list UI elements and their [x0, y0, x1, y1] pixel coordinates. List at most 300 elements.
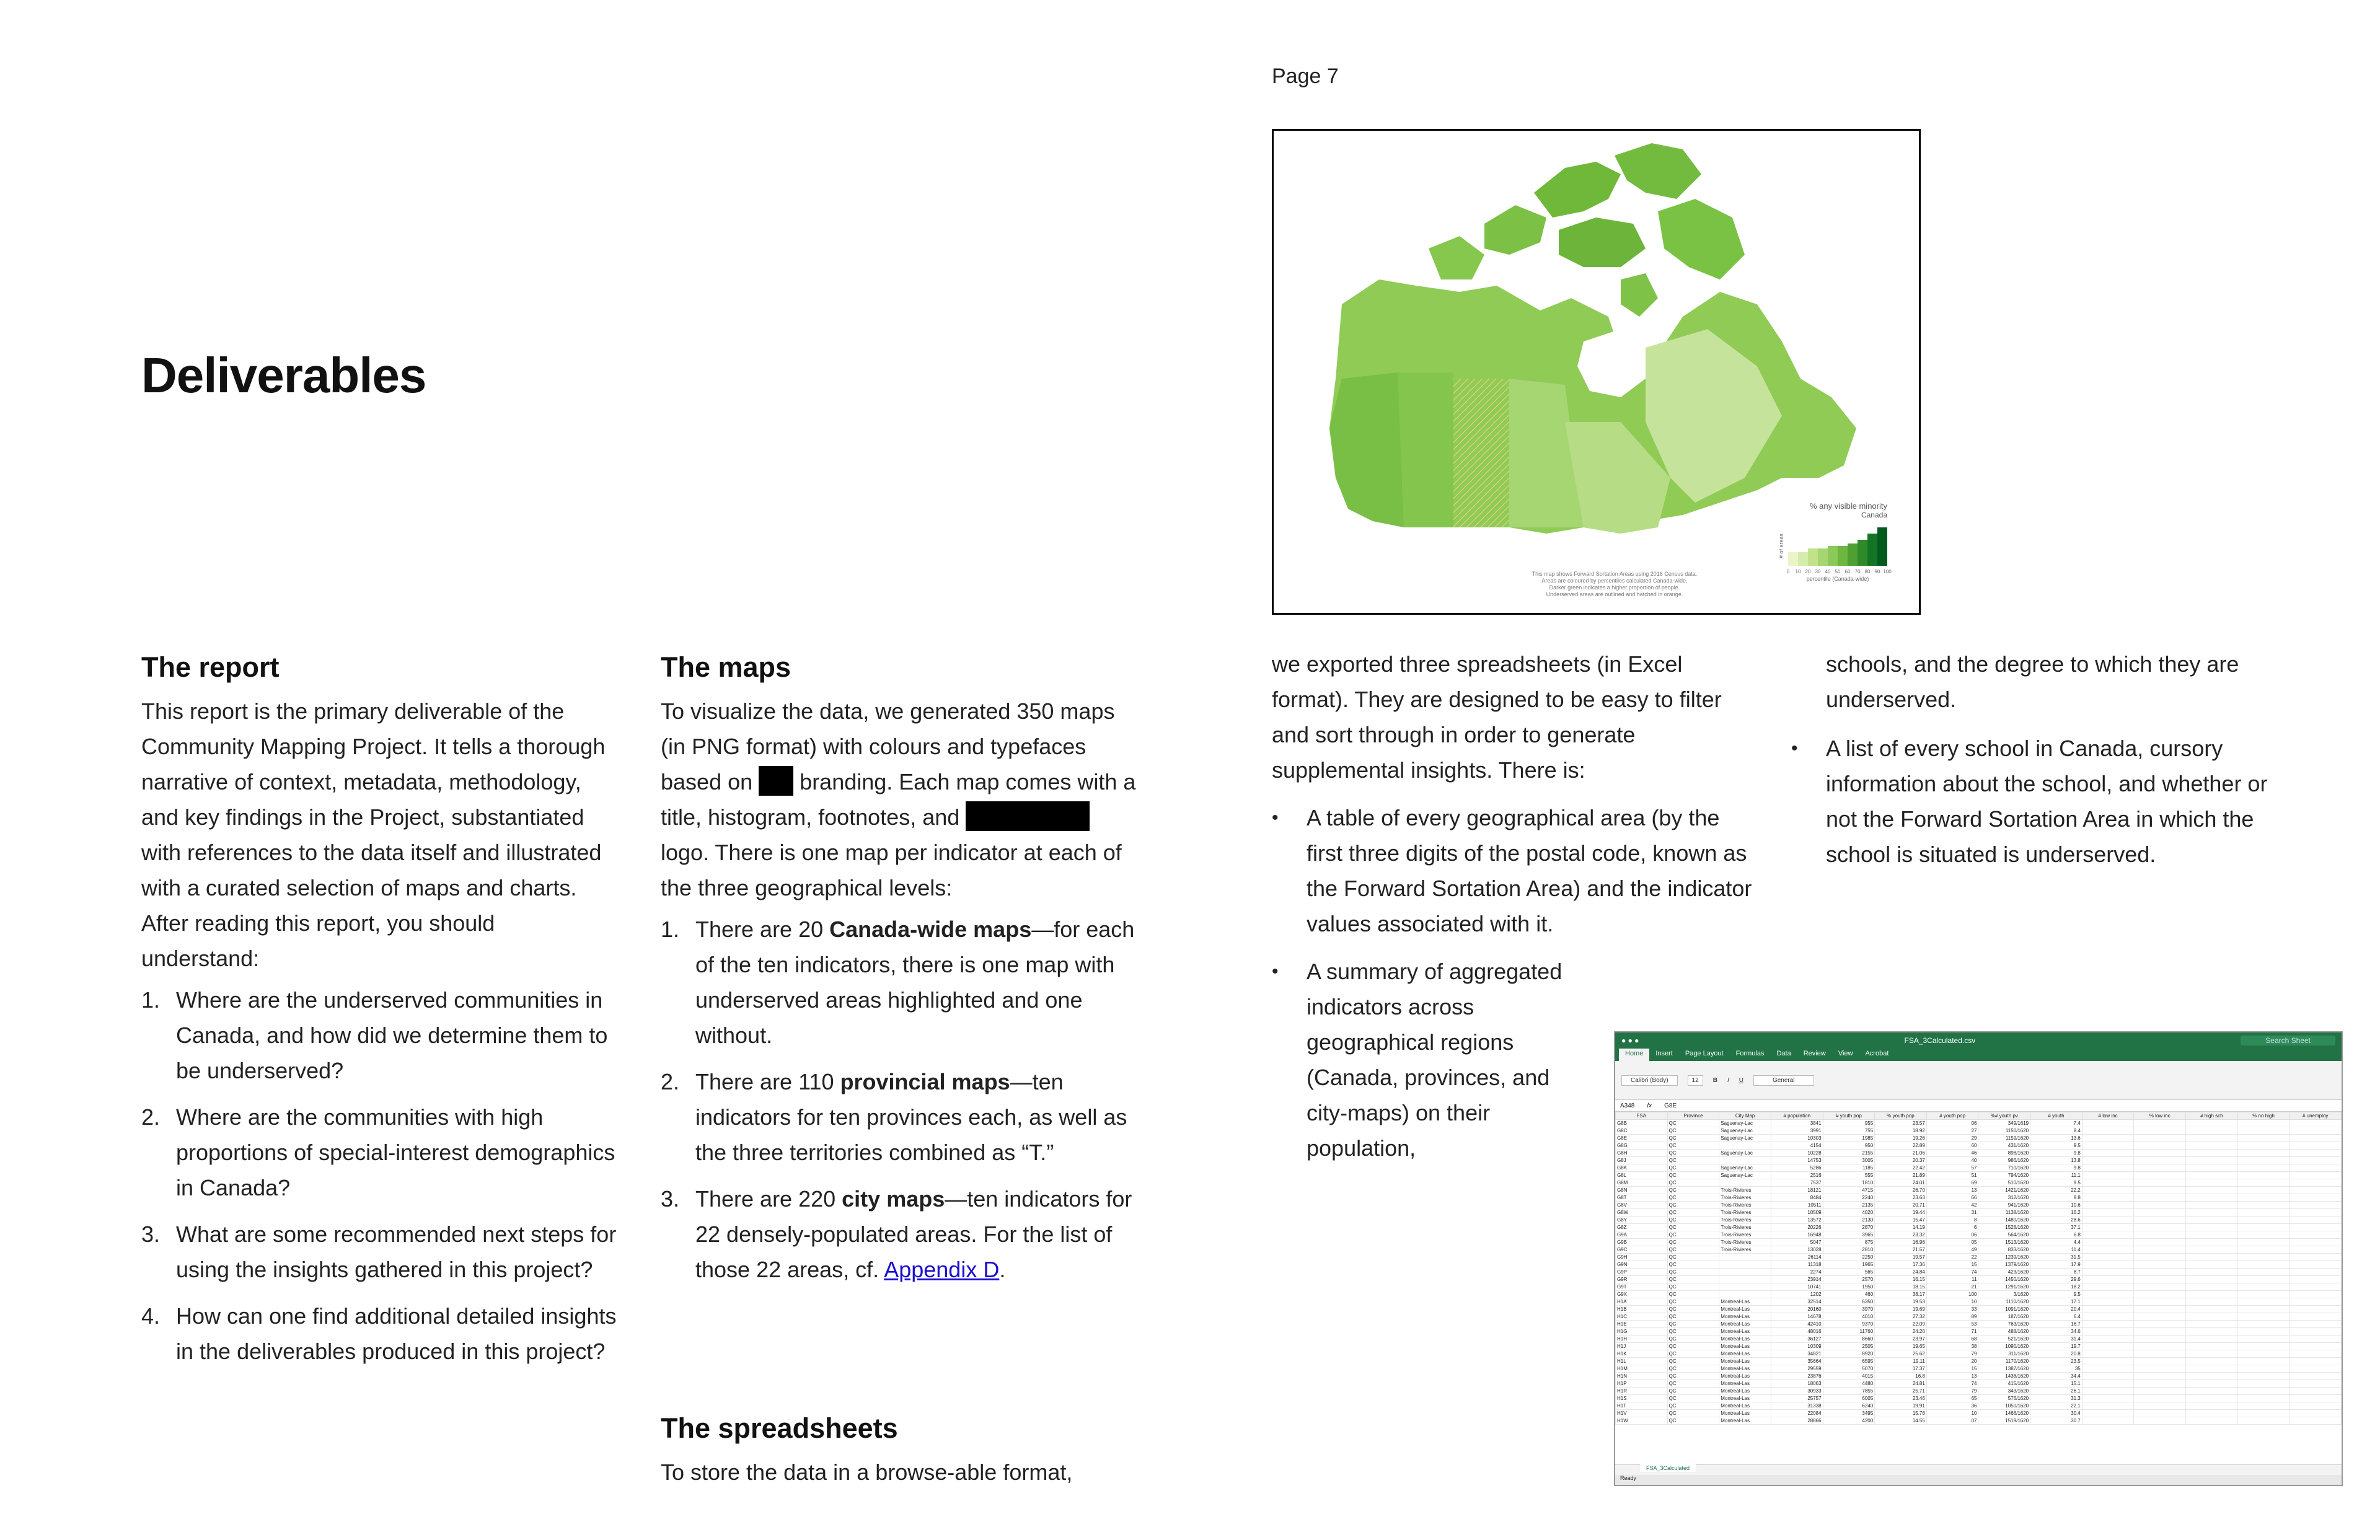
- font-size-select[interactable]: 12: [1688, 1075, 1703, 1086]
- table-cell[interactable]: [2186, 1194, 2238, 1202]
- table-cell[interactable]: H1J: [1616, 1343, 1668, 1350]
- table-cell[interactable]: 1291/1620: [1978, 1283, 2030, 1291]
- table-cell[interactable]: [2186, 1410, 2238, 1417]
- table-cell[interactable]: 18121: [1771, 1187, 1823, 1194]
- table-cell[interactable]: 4154: [1771, 1142, 1823, 1150]
- table-cell[interactable]: G9R: [1616, 1276, 1668, 1283]
- table-cell[interactable]: [2237, 1395, 2290, 1402]
- table-cell[interactable]: QC: [1667, 1373, 1719, 1380]
- table-cell[interactable]: [1719, 1254, 1771, 1261]
- table-cell[interactable]: G8M: [1616, 1179, 1668, 1187]
- table-cell[interactable]: G8C: [1616, 1127, 1668, 1135]
- table-cell[interactable]: [2134, 1283, 2186, 1291]
- table-cell[interactable]: [2290, 1269, 2342, 1276]
- table-cell[interactable]: 10309: [1771, 1343, 1823, 1350]
- table-cell[interactable]: [2237, 1142, 2290, 1150]
- table-cell[interactable]: 833/1620: [1978, 1246, 2030, 1254]
- table-cell[interactable]: 42: [1926, 1202, 1978, 1209]
- table-cell[interactable]: [2186, 1358, 2238, 1365]
- table-cell[interactable]: Montreal-Las: [1719, 1313, 1771, 1321]
- table-cell[interactable]: [2186, 1388, 2238, 1395]
- table-cell[interactable]: 17.36: [1875, 1261, 1927, 1269]
- table-cell[interactable]: [1719, 1276, 1771, 1283]
- table-cell[interactable]: 1091/1620: [1978, 1306, 2030, 1313]
- table-cell[interactable]: 10: [1926, 1410, 1978, 1417]
- table-cell[interactable]: 31338: [1771, 1402, 1823, 1410]
- table-cell[interactable]: [2082, 1194, 2134, 1202]
- table-cell[interactable]: QC: [1667, 1269, 1719, 1276]
- table-cell[interactable]: 898/1620: [1978, 1150, 2030, 1157]
- table-cell[interactable]: G9P: [1616, 1269, 1668, 1276]
- table-cell[interactable]: [2082, 1127, 2134, 1135]
- table-cell[interactable]: [2186, 1202, 2238, 1209]
- table-cell[interactable]: [2290, 1276, 2342, 1283]
- table-cell[interactable]: QC: [1667, 1187, 1719, 1194]
- table-cell[interactable]: QC: [1667, 1179, 1719, 1187]
- table-cell[interactable]: QC: [1667, 1365, 1719, 1373]
- table-cell[interactable]: 53: [1926, 1321, 1978, 1328]
- table-cell[interactable]: Montreal-Las: [1719, 1298, 1771, 1306]
- table-cell[interactable]: [2134, 1298, 2186, 1306]
- table-cell[interactable]: QC: [1667, 1261, 1719, 1269]
- table-cell[interactable]: [2186, 1328, 2238, 1335]
- table-cell[interactable]: [2186, 1217, 2238, 1224]
- table-cell[interactable]: 16.96: [1875, 1239, 1927, 1246]
- table-cell[interactable]: [2237, 1217, 2290, 1224]
- sheet-tab[interactable]: FSA_3Calculated: [1640, 1464, 1696, 1472]
- table-cell[interactable]: 4200: [1823, 1417, 1875, 1425]
- table-cell[interactable]: 74: [1926, 1380, 1978, 1388]
- table-cell[interactable]: QC: [1667, 1150, 1719, 1157]
- table-cell[interactable]: [2082, 1388, 2134, 1395]
- table-cell[interactable]: [2237, 1358, 2290, 1365]
- column-header[interactable]: % youth pop: [1875, 1112, 1927, 1120]
- table-cell[interactable]: [2186, 1246, 2238, 1254]
- table-cell[interactable]: 1239/1620: [1978, 1254, 2030, 1261]
- table-cell[interactable]: 36127: [1771, 1335, 1823, 1343]
- table-cell[interactable]: [2134, 1358, 2186, 1365]
- table-cell[interactable]: [2082, 1373, 2134, 1380]
- table-cell[interactable]: 18.92: [1875, 1127, 1927, 1135]
- table-cell[interactable]: [2237, 1209, 2290, 1217]
- table-cell[interactable]: 33: [1926, 1306, 1978, 1313]
- table-cell[interactable]: 16.2: [2030, 1209, 2082, 1217]
- column-header[interactable]: # youth pop: [1823, 1112, 1875, 1120]
- table-cell[interactable]: 25.62: [1875, 1350, 1927, 1358]
- table-cell[interactable]: [2237, 1373, 2290, 1380]
- table-cell[interactable]: [2134, 1157, 2186, 1164]
- table-cell[interactable]: 2250: [1823, 1254, 1875, 1261]
- table-cell[interactable]: 10228: [1771, 1150, 1823, 1157]
- column-header[interactable]: # unemploy: [2290, 1112, 2342, 1120]
- table-cell[interactable]: [2134, 1179, 2186, 1187]
- ribbon-tab-data[interactable]: Data: [1776, 1050, 1791, 1057]
- table-cell[interactable]: [2082, 1380, 2134, 1388]
- table-cell[interactable]: Trois-Rivieres: [1719, 1194, 1771, 1202]
- table-cell[interactable]: [2082, 1358, 2134, 1365]
- table-cell[interactable]: [2186, 1298, 2238, 1306]
- table-cell[interactable]: [2082, 1224, 2134, 1231]
- ribbon-tab-page-layout[interactable]: Page Layout: [1685, 1050, 1724, 1057]
- table-cell[interactable]: 1202: [1771, 1291, 1823, 1298]
- table-cell[interactable]: G8H: [1616, 1150, 1668, 1157]
- table-cell[interactable]: 48016: [1771, 1328, 1823, 1335]
- table-cell[interactable]: 10.6: [2030, 1202, 2082, 1209]
- table-cell[interactable]: 22.09: [1875, 1321, 1927, 1328]
- table-cell[interactable]: [2186, 1179, 2238, 1187]
- table-cell[interactable]: Montreal-Las: [1719, 1402, 1771, 1410]
- table-cell[interactable]: [2186, 1120, 2238, 1127]
- table-cell[interactable]: [2082, 1365, 2134, 1373]
- table-cell[interactable]: 30933: [1771, 1388, 1823, 1395]
- table-cell[interactable]: 3/1620: [1978, 1291, 2030, 1298]
- table-cell[interactable]: 2155: [1823, 1150, 1875, 1157]
- italic-button[interactable]: I: [1727, 1076, 1729, 1084]
- table-cell[interactable]: G8N: [1616, 1187, 1668, 1194]
- table-cell[interactable]: [2134, 1217, 2186, 1224]
- ribbon-tab-view[interactable]: View: [1838, 1050, 1853, 1057]
- table-cell[interactable]: 74: [1926, 1269, 1978, 1276]
- table-cell[interactable]: [2237, 1380, 2290, 1388]
- table-cell[interactable]: [2082, 1283, 2134, 1291]
- window-controls-icon[interactable]: ● ● ●: [1621, 1036, 1639, 1045]
- table-cell[interactable]: [2290, 1388, 2342, 1395]
- appendix-d-link[interactable]: Appendix D: [884, 1257, 1000, 1282]
- table-cell[interactable]: 2505: [1823, 1343, 1875, 1350]
- table-cell[interactable]: Montreal-Las: [1719, 1410, 1771, 1417]
- table-cell[interactable]: 6.4: [2030, 1313, 2082, 1321]
- table-cell[interactable]: 1150/1620: [1978, 1127, 2030, 1135]
- table-cell[interactable]: [2186, 1276, 2238, 1283]
- table-cell[interactable]: [2134, 1164, 2186, 1172]
- table-cell[interactable]: 60: [1926, 1142, 1978, 1150]
- table-cell[interactable]: Montreal-Las: [1719, 1395, 1771, 1402]
- table-cell[interactable]: 2870: [1823, 1224, 1875, 1231]
- table-cell[interactable]: 6350: [1823, 1298, 1875, 1306]
- table-cell[interactable]: [2186, 1335, 2238, 1343]
- table-cell[interactable]: 23.32: [1875, 1231, 1927, 1239]
- table-cell[interactable]: 415/1620: [1978, 1380, 2030, 1388]
- table-cell[interactable]: [2237, 1187, 2290, 1194]
- table-cell[interactable]: 26.70: [1875, 1187, 1927, 1194]
- table-cell[interactable]: [2134, 1321, 2186, 1328]
- table-cell[interactable]: [2237, 1231, 2290, 1239]
- table-cell[interactable]: Trois-Rivieres: [1719, 1202, 1771, 1209]
- column-header[interactable]: % low inc: [2134, 1112, 2186, 1120]
- table-cell[interactable]: 57: [1926, 1164, 1978, 1172]
- table-cell[interactable]: G8Y: [1616, 1217, 1668, 1224]
- table-cell[interactable]: [1719, 1157, 1771, 1164]
- table-cell[interactable]: [2082, 1120, 2134, 1127]
- table-cell[interactable]: 15.1: [2030, 1380, 2082, 1388]
- column-header[interactable]: % no high: [2237, 1112, 2290, 1120]
- table-cell[interactable]: 8484: [1771, 1194, 1823, 1202]
- table-cell[interactable]: [2134, 1187, 2186, 1194]
- table-cell[interactable]: 5047: [1771, 1239, 1823, 1246]
- table-cell[interactable]: 1513/1620: [1978, 1239, 2030, 1246]
- table-cell[interactable]: 23.46: [1875, 1395, 1927, 1402]
- table-cell[interactable]: [2290, 1179, 2342, 1187]
- column-header[interactable]: # population: [1771, 1112, 1823, 1120]
- table-cell[interactable]: 42410: [1771, 1321, 1823, 1328]
- table-cell[interactable]: QC: [1667, 1254, 1719, 1261]
- table-cell[interactable]: [2290, 1187, 2342, 1194]
- table-cell[interactable]: [2082, 1157, 2134, 1164]
- table-cell[interactable]: 710/1620: [1978, 1164, 2030, 1172]
- table-cell[interactable]: H1H: [1616, 1335, 1668, 1343]
- table-cell[interactable]: [2082, 1261, 2134, 1269]
- table-cell[interactable]: [2237, 1135, 2290, 1142]
- table-cell[interactable]: [2134, 1224, 2186, 1231]
- table-cell[interactable]: Saguenay-Lac: [1719, 1172, 1771, 1179]
- table-cell[interactable]: [2237, 1410, 2290, 1417]
- table-cell[interactable]: QC: [1667, 1402, 1719, 1410]
- table-cell[interactable]: 22.89: [1875, 1142, 1927, 1150]
- table-cell[interactable]: [2134, 1328, 2186, 1335]
- table-cell[interactable]: 23.97: [1875, 1335, 1927, 1343]
- table-cell[interactable]: 31.4: [2030, 1335, 2082, 1343]
- table-cell[interactable]: 8.4: [2030, 1127, 2082, 1135]
- table-cell[interactable]: [2186, 1321, 2238, 1328]
- table-cell[interactable]: 510/1620: [1978, 1179, 2030, 1187]
- table-cell[interactable]: 1379/1620: [1978, 1261, 2030, 1269]
- table-cell[interactable]: [2290, 1283, 2342, 1291]
- table-cell[interactable]: 8660: [1823, 1335, 1875, 1343]
- table-cell[interactable]: [2134, 1172, 2186, 1179]
- table-cell[interactable]: 9.5: [2030, 1179, 2082, 1187]
- table-cell[interactable]: [2134, 1373, 2186, 1380]
- table-cell[interactable]: [2082, 1291, 2134, 1298]
- table-cell[interactable]: 19.53: [1875, 1298, 1927, 1306]
- table-cell[interactable]: [2186, 1380, 2238, 1388]
- table-cell[interactable]: [2290, 1194, 2342, 1202]
- table-cell[interactable]: QC: [1667, 1157, 1719, 1164]
- table-cell[interactable]: 1138/1620: [1978, 1209, 2030, 1217]
- table-cell[interactable]: [2237, 1127, 2290, 1135]
- table-cell[interactable]: 10303: [1771, 1135, 1823, 1142]
- table-cell[interactable]: H1C: [1616, 1313, 1668, 1321]
- table-cell[interactable]: [2186, 1343, 2238, 1350]
- table-cell[interactable]: 21.06: [1875, 1150, 1927, 1157]
- table-cell[interactable]: [2186, 1350, 2238, 1358]
- table-cell[interactable]: 31: [1926, 1209, 1978, 1217]
- table-cell[interactable]: [2290, 1321, 2342, 1328]
- table-cell[interactable]: [2186, 1172, 2238, 1179]
- table-cell[interactable]: 1965: [1823, 1261, 1875, 1269]
- table-cell[interactable]: 3970: [1823, 1306, 1875, 1313]
- table-cell[interactable]: [2290, 1298, 2342, 1306]
- table-cell[interactable]: QC: [1667, 1380, 1719, 1388]
- table-cell[interactable]: [2237, 1328, 2290, 1335]
- table-cell[interactable]: 17.37: [1875, 1365, 1927, 1373]
- table-cell[interactable]: [2290, 1328, 2342, 1335]
- table-cell[interactable]: 26.1: [2030, 1388, 2082, 1395]
- table-cell[interactable]: 955: [1823, 1120, 1875, 1127]
- table-cell[interactable]: QC: [1667, 1224, 1719, 1231]
- table-cell[interactable]: [2134, 1410, 2186, 1417]
- table-cell[interactable]: 19.7: [2030, 1343, 2082, 1350]
- table-cell[interactable]: 1985: [1823, 1135, 1875, 1142]
- table-cell[interactable]: 1519/1620: [1978, 1417, 2030, 1425]
- table-cell[interactable]: 5286: [1771, 1164, 1823, 1172]
- table-cell[interactable]: 555: [1823, 1172, 1875, 1179]
- table-cell[interactable]: 986/1620: [1978, 1157, 2030, 1164]
- table-cell[interactable]: 19.26: [1875, 1135, 1927, 1142]
- table-cell[interactable]: 6240: [1823, 1402, 1875, 1410]
- table-cell[interactable]: [2082, 1313, 2134, 1321]
- table-cell[interactable]: [2186, 1261, 2238, 1269]
- table-cell[interactable]: 875: [1823, 1239, 1875, 1246]
- table-cell[interactable]: 15: [1926, 1365, 1978, 1373]
- table-cell[interactable]: [2290, 1306, 2342, 1313]
- table-cell[interactable]: 11318: [1771, 1261, 1823, 1269]
- table-cell[interactable]: 18.15: [1875, 1283, 1927, 1291]
- table-cell[interactable]: [2290, 1402, 2342, 1410]
- table-cell[interactable]: 35664: [1771, 1358, 1823, 1365]
- table-cell[interactable]: [2134, 1261, 2186, 1269]
- table-cell[interactable]: [2186, 1157, 2238, 1164]
- table-cell[interactable]: 36: [1926, 1402, 1978, 1410]
- table-cell[interactable]: 11760: [1823, 1328, 1875, 1335]
- table-cell[interactable]: [2082, 1135, 2134, 1142]
- table-cell[interactable]: G9C: [1616, 1246, 1668, 1254]
- table-cell[interactable]: [2290, 1246, 2342, 1254]
- table-cell[interactable]: G8V: [1616, 1202, 1668, 1209]
- table-cell[interactable]: QC: [1667, 1321, 1719, 1328]
- table-cell[interactable]: G9H: [1616, 1254, 1668, 1261]
- table-cell[interactable]: Trois-Rivieres: [1719, 1209, 1771, 1217]
- table-cell[interactable]: QC: [1667, 1298, 1719, 1306]
- table-cell[interactable]: [2134, 1120, 2186, 1127]
- table-cell[interactable]: 15.78: [1875, 1410, 1927, 1417]
- table-cell[interactable]: 9.8: [2030, 1164, 2082, 1172]
- table-cell[interactable]: [2237, 1321, 2290, 1328]
- bold-button[interactable]: B: [1712, 1076, 1717, 1084]
- table-cell[interactable]: 40: [1926, 1157, 1978, 1164]
- table-cell[interactable]: Montreal-Las: [1719, 1388, 1771, 1395]
- table-cell[interactable]: [2186, 1395, 2238, 1402]
- table-cell[interactable]: 20.8: [2030, 1350, 2082, 1358]
- table-cell[interactable]: [2186, 1209, 2238, 1217]
- table-cell[interactable]: 349/1619: [1978, 1120, 2030, 1127]
- table-cell[interactable]: [2186, 1365, 2238, 1373]
- table-cell[interactable]: 34821: [1771, 1350, 1823, 1358]
- table-cell[interactable]: 30.4: [2030, 1410, 2082, 1417]
- table-cell[interactable]: 20: [1926, 1358, 1978, 1365]
- table-cell[interactable]: 431/1620: [1978, 1142, 2030, 1150]
- table-cell[interactable]: [2186, 1283, 2238, 1291]
- table-cell[interactable]: QC: [1667, 1231, 1719, 1239]
- table-cell[interactable]: Montreal-Las: [1719, 1343, 1771, 1350]
- ribbon-tab-acrobat[interactable]: Acrobat: [1865, 1050, 1889, 1057]
- table-cell[interactable]: 26114: [1771, 1254, 1823, 1261]
- search-sheet-input[interactable]: Search Sheet: [2241, 1036, 2335, 1045]
- table-cell[interactable]: 21.57: [1875, 1246, 1927, 1254]
- table-cell[interactable]: 16.15: [1875, 1276, 1927, 1283]
- table-cell[interactable]: 22.1: [2030, 1402, 2082, 1410]
- table-cell[interactable]: 71: [1926, 1328, 1978, 1335]
- table-cell[interactable]: [2134, 1194, 2186, 1202]
- table-cell[interactable]: 6: [1926, 1224, 1978, 1231]
- table-cell[interactable]: 89: [1926, 1313, 1978, 1321]
- table-cell[interactable]: 27.32: [1875, 1313, 1927, 1321]
- table-cell[interactable]: QC: [1667, 1343, 1719, 1350]
- table-cell[interactable]: QC: [1667, 1335, 1719, 1343]
- table-cell[interactable]: [2237, 1343, 2290, 1350]
- table-cell[interactable]: [2082, 1202, 2134, 1209]
- table-cell[interactable]: H1A: [1616, 1298, 1668, 1306]
- table-cell[interactable]: 22.42: [1875, 1164, 1927, 1172]
- table-cell[interactable]: 950: [1823, 1142, 1875, 1150]
- cell-reference[interactable]: A348: [1620, 1102, 1635, 1109]
- table-cell[interactable]: [2237, 1402, 2290, 1410]
- table-cell[interactable]: [2082, 1164, 2134, 1172]
- table-cell[interactable]: QC: [1667, 1202, 1719, 1209]
- table-cell[interactable]: H1E: [1616, 1321, 1668, 1328]
- table-cell[interactable]: [2134, 1343, 2186, 1350]
- table-cell[interactable]: 2810: [1823, 1246, 1875, 1254]
- table-cell[interactable]: 13.6: [2030, 1135, 2082, 1142]
- table-cell[interactable]: 28.6: [2030, 1217, 2082, 1224]
- table-cell[interactable]: [2134, 1246, 2186, 1254]
- table-cell[interactable]: G8J: [1616, 1157, 1668, 1164]
- table-cell[interactable]: [2237, 1239, 2290, 1246]
- table-cell[interactable]: [2082, 1269, 2134, 1276]
- table-cell[interactable]: [2290, 1313, 2342, 1321]
- table-cell[interactable]: 1480/1620: [1978, 1217, 2030, 1224]
- table-cell[interactable]: Montreal-Las: [1719, 1321, 1771, 1328]
- table-cell[interactable]: [2290, 1172, 2342, 1179]
- table-cell[interactable]: Saguenay-Lac: [1719, 1135, 1771, 1142]
- table-cell[interactable]: 3991: [1771, 1127, 1823, 1135]
- table-cell[interactable]: 79: [1926, 1388, 1978, 1395]
- table-cell[interactable]: 30.7: [2030, 1417, 2082, 1425]
- table-cell[interactable]: 34.6: [2030, 1328, 2082, 1335]
- column-header[interactable]: # high sch: [2186, 1112, 2238, 1120]
- table-cell[interactable]: 1110/1620: [1978, 1298, 2030, 1306]
- table-cell[interactable]: G8E: [1616, 1135, 1668, 1142]
- table-cell[interactable]: Trois-Rivieres: [1719, 1224, 1771, 1231]
- table-cell[interactable]: H1W: [1616, 1417, 1668, 1425]
- table-cell[interactable]: [2082, 1179, 2134, 1187]
- table-cell[interactable]: Montreal-Las: [1719, 1365, 1771, 1373]
- table-cell[interactable]: 19.57: [1875, 1254, 1927, 1261]
- table-cell[interactable]: [2237, 1276, 2290, 1283]
- table-cell[interactable]: 19.44: [1875, 1209, 1927, 1217]
- table-cell[interactable]: [2237, 1335, 2290, 1343]
- table-cell[interactable]: [2082, 1335, 2134, 1343]
- table-cell[interactable]: 10741: [1771, 1283, 1823, 1291]
- table-cell[interactable]: 2240: [1823, 1194, 1875, 1202]
- table-cell[interactable]: QC: [1667, 1291, 1719, 1298]
- table-cell[interactable]: H1N: [1616, 1373, 1668, 1380]
- table-cell[interactable]: 19.69: [1875, 1306, 1927, 1313]
- table-cell[interactable]: 4.4: [2030, 1239, 2082, 1246]
- table-cell[interactable]: 4010: [1823, 1313, 1875, 1321]
- table-cell[interactable]: [2134, 1291, 2186, 1298]
- table-cell[interactable]: G8B: [1616, 1120, 1668, 1127]
- table-cell[interactable]: [2134, 1142, 2186, 1150]
- table-cell[interactable]: Montreal-Las: [1719, 1373, 1771, 1380]
- column-header[interactable]: # low inc: [2082, 1112, 2134, 1120]
- table-cell[interactable]: [2134, 1335, 2186, 1343]
- table-cell[interactable]: [2134, 1231, 2186, 1239]
- column-header[interactable]: FSA: [1616, 1112, 1668, 1120]
- table-cell[interactable]: QC: [1667, 1328, 1719, 1335]
- table-cell[interactable]: QC: [1667, 1417, 1719, 1425]
- table-cell[interactable]: Montreal-Las: [1719, 1335, 1771, 1343]
- table-cell[interactable]: [1719, 1269, 1771, 1276]
